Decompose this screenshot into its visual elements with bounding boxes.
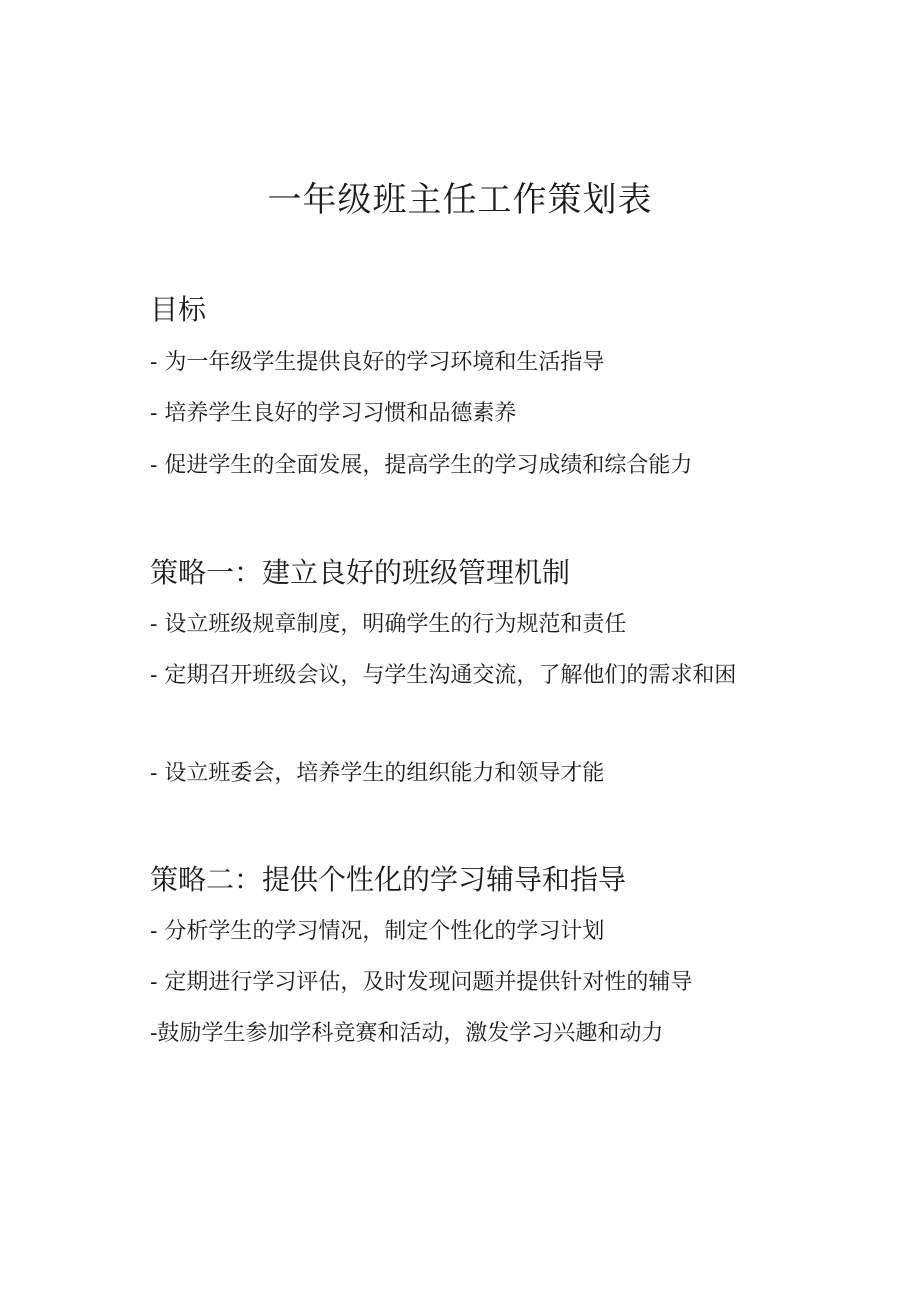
section-heading-goals: 目标 [150, 293, 207, 326]
strategy-two-item: - 定期进行学习评估，及时发现问题并提供针对性的辅导 [150, 970, 693, 995]
strategy-one-item: - 定期召开班级会议，与学生沟通交流，了解他们的需求和困 [150, 663, 737, 688]
goal-item: - 促进学生的全面发展，提高学生的学习成绩和综合能力 [150, 453, 693, 478]
strategy-one-item: - 设立班委会，培养学生的组织能力和领导才能 [150, 761, 605, 786]
section-heading-strategy-two: 策略二：提供个性化的学习辅导和指导 [150, 863, 627, 896]
strategy-one-item: - 设立班级规章制度，明确学生的行为规范和责任 [150, 612, 627, 637]
section-heading-strategy-one: 策略一：建立良好的班级管理机制 [150, 556, 571, 589]
document-title: 一年级班主任工作策划表 [267, 180, 653, 220]
goal-item: - 培养学生良好的学习习惯和品德素养 [150, 401, 517, 426]
strategy-two-item: -鼓励学生参加学科竞赛和活动，激发学习兴趣和动力 [150, 1021, 664, 1046]
goal-item: - 为一年级学生提供良好的学习环境和生活指导 [150, 350, 605, 375]
strategy-two-item: - 分析学生的学习情况，制定个性化的学习计划 [150, 919, 605, 944]
